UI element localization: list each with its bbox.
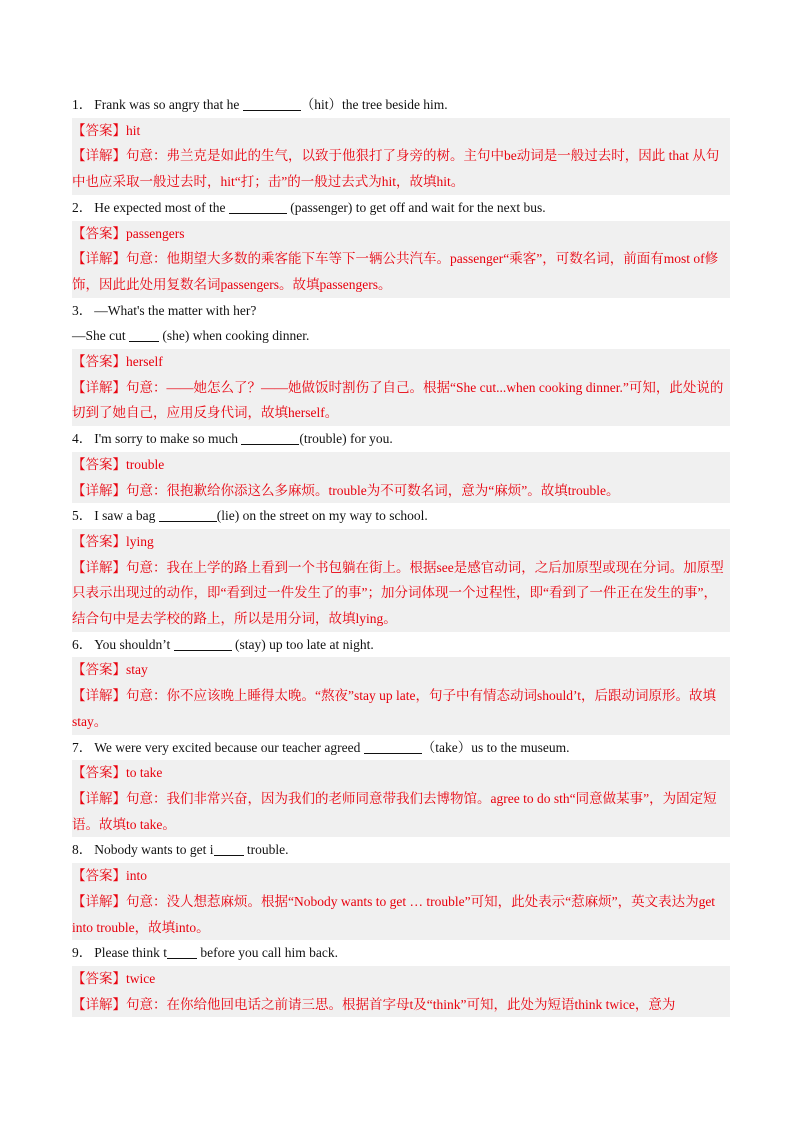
question-text-pre: I'm sorry to make so much <box>94 431 242 447</box>
answer-line-4: 【答案】trouble <box>72 452 730 478</box>
question-text-post: (trouble) for you. <box>299 431 393 447</box>
question-9 <box>72 940 730 966</box>
question-text-pre: He expected most of the <box>94 199 229 215</box>
detail-6: 【详解】句意：你不应该晚上睡得太晚。“熬夜”stay up late，句子中有情态动词should’t，后跟动词原形。故填stay。 <box>72 683 730 734</box>
detail-5: 【详解】句意：我在上学的路上看到一个书包躺在街上。根据see是感官动词，之后加原型或现在分词。加原型只表示出现过的动作，即“看到过一件发生了的事”；加分词体现一个过程性，即“看到了一件正在发生的事”，结合句中是去学校的路上，所以是用分词，故填lying。 <box>72 555 730 632</box>
question-6 <box>72 632 730 658</box>
question-text-pre: Nobody wants to get i <box>94 842 214 858</box>
question-text-post: (lie) on the street on my way to school. <box>216 508 428 524</box>
question-number: 4． <box>72 431 93 447</box>
question-text-pre: Please think t <box>94 945 167 961</box>
answer-line-3: 【答案】herself <box>72 349 730 375</box>
question-number: 7． <box>72 739 93 755</box>
detail-1: 【详解】句意：弗兰克是如此的生气，以致于他狠打了身旁的树。主句中be动词是一般过去时，因此 that 从句中也应采取一般过去时，hit“打；击”的一般过去式为hit，故填hit。 <box>72 143 730 194</box>
answer-blank <box>364 739 422 754</box>
question-text-post: （take）us to the museum. <box>421 739 570 755</box>
answer-line-1: 【答案】hit <box>72 118 730 144</box>
question-text-pre: I saw a bag <box>94 508 159 524</box>
question-7 <box>72 735 730 761</box>
detail-9: 【详解】句意：在你给他回电话之前请三思。根据首字母t及“think”可知，此处为短语think twice，意为 <box>72 992 730 1018</box>
detail-4: 【详解】句意：很抱歉给你添这么多麻烦。trouble为不可数名词，意为“麻烦”。故填trouble。 <box>72 478 730 504</box>
question-number: 3． <box>72 302 93 318</box>
question-2 <box>72 195 730 221</box>
question-text-pre: Frank was so angry that he <box>94 97 243 112</box>
question-text-pre: —She cut <box>72 328 129 344</box>
question-text-line1: —What's the matter with her? <box>94 302 257 318</box>
question-text-post: (passenger) to get off and wait for the next bus. <box>286 199 546 215</box>
question-number: 1． <box>72 97 93 112</box>
question-number: 8． <box>72 842 93 858</box>
question-number: 2． <box>72 199 93 215</box>
question-1 <box>72 92 730 118</box>
exercise-list <box>72 92 730 1017</box>
answer-line-8: 【答案】into <box>72 863 730 889</box>
answer-line-5: 【答案】lying <box>72 529 730 555</box>
question-5 <box>72 503 730 529</box>
question-number: 5． <box>72 508 93 524</box>
question-text-post: (stay) up too late at night. <box>231 636 374 652</box>
question-number: 6． <box>72 636 93 652</box>
question-3-line-2 <box>72 323 730 349</box>
question-text-pre: You shouldn’t <box>94 636 174 652</box>
question-8 <box>72 837 730 863</box>
answer-blank <box>129 327 159 342</box>
detail-7: 【详解】句意：我们非常兴奋，因为我们的老师同意带我们去博物馆。agree to do sth“同意做某事”，为固定短语。故填to take。 <box>72 786 730 837</box>
answer-line-6: 【答案】stay <box>72 657 730 683</box>
question-4 <box>72 426 730 452</box>
answer-blank <box>167 944 197 959</box>
question-number: 9． <box>72 945 93 961</box>
answer-blank <box>214 841 244 856</box>
answer-blank <box>241 430 299 445</box>
question-text-post: （hit）the tree beside him. <box>300 97 448 112</box>
answer-line-9: 【答案】twice <box>72 966 730 992</box>
question-text-post: trouble. <box>243 842 289 858</box>
question-3-line-1 <box>72 298 730 324</box>
question-text-pre: We were very excited because our teacher agreed <box>94 739 364 755</box>
answer-blank <box>159 507 217 522</box>
question-text-post: before you call him back. <box>197 945 338 961</box>
detail-8: 【详解】句意：没人想惹麻烦。根据“Nobody wants to get … trouble”可知，此处表示“惹麻烦”，英文表达为get into trouble，故填into。 <box>72 889 730 940</box>
answer-blank <box>174 636 232 651</box>
answer-line-7: 【答案】to take <box>72 760 730 786</box>
answer-line-2: 【答案】passengers <box>72 221 730 247</box>
detail-2: 【详解】句意：他期望大多数的乘客能下车等下一辆公共汽车。passenger“乘客”，可数名词，前面有most of修饰，因此此处用复数名词passengers。故填passengers。 <box>72 246 730 297</box>
answer-blank <box>229 199 287 214</box>
answer-blank <box>243 96 301 111</box>
detail-3: 【详解】句意：——她怎么了？——她做饭时割伤了自己。根据“She cut...when cooking dinner.”可知，此处说的切到了她自己，应用反身代词，故填herself。 <box>72 375 730 426</box>
question-text-post: (she) when cooking dinner. <box>159 328 310 344</box>
